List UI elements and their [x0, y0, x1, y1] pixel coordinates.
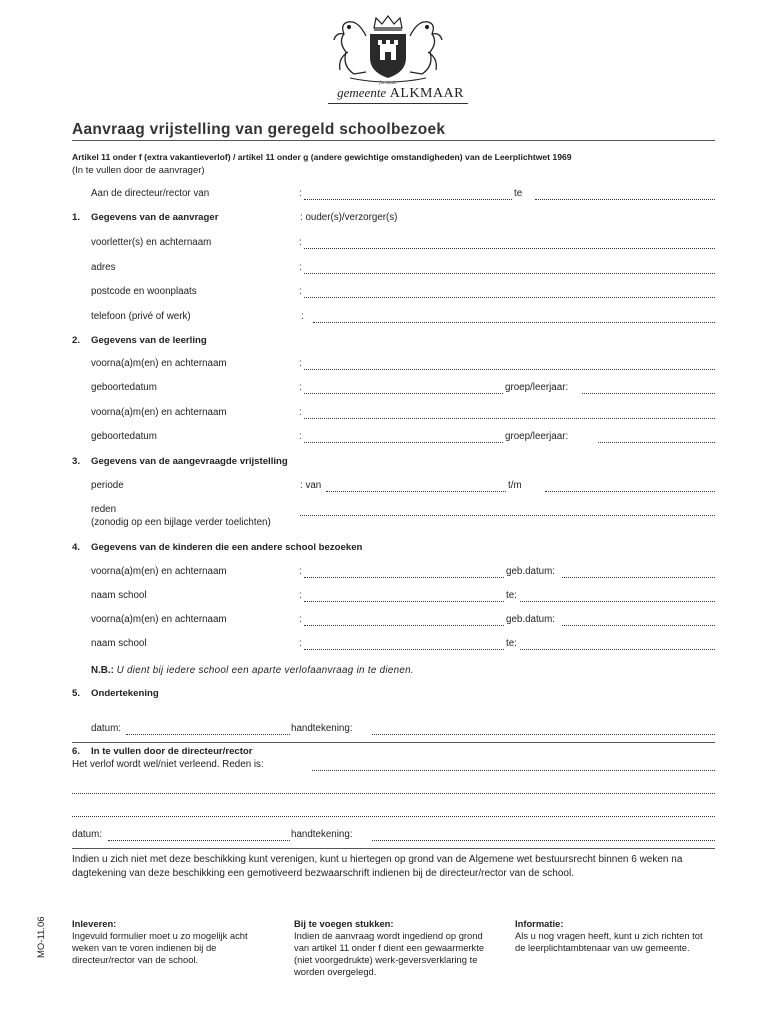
section-6-heading: 6. In te vullen door de directeur/rector: [72, 746, 253, 757]
phone-field[interactable]: [313, 322, 715, 323]
pupil-1-name-label: voorna(a)m(en) en achternaam: [91, 358, 227, 369]
pupil-2-name-field[interactable]: [304, 418, 715, 419]
section-5-divider: [72, 742, 715, 743]
pupil-1-group-label: groep/leerjaar:: [505, 382, 569, 393]
reason-note: (zonodig op een bijlage verder toelichten): [91, 517, 271, 528]
logo-prefix: gemeente: [337, 85, 387, 100]
attachments-info-block: [294, 918, 494, 978]
child-2-school-field[interactable]: [304, 649, 504, 650]
applicant-signature-label: handtekening:: [291, 723, 353, 734]
submit-text: Ingevuld formulier moet u zo mogelijk acht weken van te voren indienen bij de directeur/rector van de school.: [72, 930, 248, 965]
page-title: Aanvraag vrijstelling van geregeld schoolbezoek: [72, 121, 446, 138]
period-from-label: : van: [300, 480, 322, 491]
applicant-type-label: : ouder(s)/verzorger(s): [300, 212, 398, 223]
section-2-heading: 2. Gegevens van de leerling: [72, 335, 207, 346]
logo-wordmark: [318, 85, 464, 102]
pupil-2-birthdate-field[interactable]: [304, 442, 503, 443]
period-label: periode: [91, 480, 124, 491]
pupil-2-name-label: voorna(a)m(en) en achternaam: [91, 407, 227, 418]
reason-field[interactable]: [300, 515, 715, 516]
child-1-school-city-label: te:: [506, 590, 517, 601]
child-2-name-field[interactable]: [304, 625, 504, 626]
attachments-text: Indien de aanvraag wordt ingediend op grond van artikel 11 onder f dient een gewaarmerkte (niet voorgedrukte) werk-geversverklaring te worden overgelegd.: [294, 930, 485, 977]
postcode-city-field[interactable]: [304, 297, 715, 298]
contact-heading: Informatie:: [515, 918, 564, 929]
alkmaar-coat-of-arms-icon: [318, 12, 468, 90]
contact-info-block: [515, 918, 715, 954]
municipality-logo: [318, 12, 468, 102]
school-city-field[interactable]: [535, 199, 715, 200]
reason-label: reden: [91, 504, 117, 515]
postcode-city-label: postcode en woonplaats: [91, 286, 197, 297]
director-signature-label: handtekening:: [291, 829, 353, 840]
applicant-name-field[interactable]: [304, 248, 715, 249]
director-date-label: datum:: [72, 829, 102, 840]
attachments-heading: Bij te voegen stukken:: [294, 918, 394, 929]
submit-heading: Inleveren:: [72, 918, 117, 929]
phone-label: telefoon (privé of werk): [91, 311, 191, 322]
director-date-field[interactable]: [108, 840, 290, 841]
child-1-school-city-field[interactable]: [520, 601, 715, 602]
school-name-field[interactable]: [304, 199, 512, 200]
child-1-name-label: voorna(a)m(en) en achternaam: [91, 566, 227, 577]
objection-notice: Indien u zich niet met deze beschikking kunt verenigen, kunt u hiertegen op grond van de Algemene wet bestuursrecht binnen 6 weken na dagtekening van deze beschikking een gemotiveerd bezwaarschrift indienen bij de directeur/rector van de school.: [72, 854, 683, 879]
section-5-heading: 5. Ondertekening: [72, 688, 159, 699]
intro-label: Aan de directeur/rector van: [91, 188, 210, 199]
child-2-birthdate-field[interactable]: [562, 625, 715, 626]
section-3-heading: 3. Gegevens van de aangevraagde vrijstelling: [72, 456, 288, 467]
child-2-birthdate-label: geb.datum:: [506, 614, 556, 625]
decision-reason-field[interactable]: [312, 770, 715, 771]
pupil-2-birthdate-label: geboortedatum: [91, 431, 157, 442]
pupil-2-group-field[interactable]: [598, 442, 715, 443]
child-2-school-city-field[interactable]: [520, 649, 715, 650]
child-2-school-city-label: te:: [506, 638, 517, 649]
address-field[interactable]: [304, 273, 715, 274]
address-label: adres: [91, 262, 116, 273]
applicant-date-label: datum:: [91, 723, 121, 734]
child-2-school-label: naam school: [91, 638, 147, 649]
child-2-name-label: voorna(a)m(en) en achternaam: [91, 614, 227, 625]
child-1-name-field[interactable]: [304, 577, 504, 578]
pupil-1-name-field[interactable]: [304, 369, 715, 370]
period-from-field[interactable]: [326, 491, 506, 492]
submit-info-block: [72, 918, 277, 966]
leave-decision-text: Het verlof wordt wel/niet verleend. Reden is:: [72, 759, 264, 770]
logo-motto: fortitudo: [379, 81, 397, 86]
applicant-date-field[interactable]: [126, 734, 290, 735]
form-page: fortitudo gemeente ALKMAAR Aanvraag vrijstelling van geregeld schoolbezoek Artikel 11 onder f (extra vakantieverlof) / artikel 11 onder g (andere gewichtige omstandigheden) van de Leerplichtwet 1969 (In te vullen door de aanvrager) Aan de directeur/rector van : te 1. Gegevens van de aanvrager : ouder(s)/verzorger(s) voorletter(s) en achternaam : adres : postcode en woonplaats : telefoon (privé of werk) : 2. Gegevens van de leerling voorna(a)m(en) en achternaam : geboortedatum : groep/leerjaar: voorna(a)m(en) en achternaam : geboortedatum : groep/leerjaar: 3. Gegevens van de aangevraagde vrijstelling periode : van t/m reden (zonodig op een bijlage verder toelichten) 4. Gegevens van de kinderen die een andere school bezoeken voorna(a)m(en) en achternaam : geb.datum: naam school : te: voorna(a)m(en) en achternaam : geb.datum: naam school : te: N.B.: U dient bij iedere school een aparte verlofaanvraag in te dienen. 5. Ondertekening datum: handtekening: 6. In te vullen door de directeur/rector Het verlof wordt wel/niet verleend. Reden is: datum: handtekening: Indien u zich niet met deze beschikking kunt verenigen, kunt u hiertegen op grond van de Algemene wet bestuursrecht binnen 6 weken na dagtekening van deze beschikking een gemotiveerd bezwaarschrift indienen bij de directeur/rector van de school. Inleveren: Ingevuld formulier moet u zo mogelijk acht weken van te voren indienen bij de directeur/rector van de school. Bij te voegen stukken: Indien de aanvraag wordt ingediend op grond van artikel 11 onder f dient een gewaarmerkte (niet voorgedrukte) werk-geversverklaring te worden overgelegd. Informatie: Als u nog vragen heeft, kunt u zich richten tot de leerplichtambtenaar van uw gemeente. MO-11.06: [0, 0, 770, 1024]
period-to-label: t/m: [508, 480, 522, 491]
child-1-birthdate-field[interactable]: [562, 577, 715, 578]
decision-reason-line-2[interactable]: [72, 793, 715, 794]
contact-text: Als u nog vragen heeft, kunt u zich richten tot de leerplichtambtenaar van uw gemeente.: [515, 930, 703, 953]
legal-reference: Artikel 11 onder f (extra vakantieverlof) / artikel 11 onder g (andere gewichtige omstandigheden) van de Leerplichtwet 1969: [72, 152, 572, 162]
form-code: MO-11.06: [36, 916, 47, 958]
applicant-signature-field[interactable]: [372, 734, 715, 735]
child-1-birthdate-label: geb.datum:: [506, 566, 556, 577]
section-4-heading: 4. Gegevens van de kinderen die een andere school bezoeken: [72, 542, 363, 553]
pupil-1-birthdate-label: geboortedatum: [91, 382, 157, 393]
child-1-school-field[interactable]: [304, 601, 504, 602]
period-to-field[interactable]: [545, 491, 715, 492]
section-1-heading: 1. Gegevens van de aanvrager: [72, 212, 219, 223]
logo-name: ALKMAAR: [389, 86, 464, 101]
pupil-2-group-label: groep/leerjaar:: [505, 431, 569, 442]
title-divider: [72, 140, 715, 141]
logo-underline: [328, 103, 468, 104]
pupil-1-group-field[interactable]: [582, 393, 715, 394]
decision-reason-line-3[interactable]: [72, 816, 715, 817]
child-1-school-label: naam school: [91, 590, 147, 601]
director-signature-field[interactable]: [372, 840, 715, 841]
intro-te-label: te: [514, 188, 523, 199]
section-6-divider: [72, 848, 715, 849]
pupil-1-birthdate-field[interactable]: [304, 393, 503, 394]
fill-instruction: (In te vullen door de aanvrager): [72, 165, 205, 176]
nb-note: N.B.: U dient bij iedere school een aparte verlofaanvraag in te dienen.: [91, 665, 414, 676]
initials-surname-label: voorletter(s) en achternaam: [91, 237, 212, 248]
